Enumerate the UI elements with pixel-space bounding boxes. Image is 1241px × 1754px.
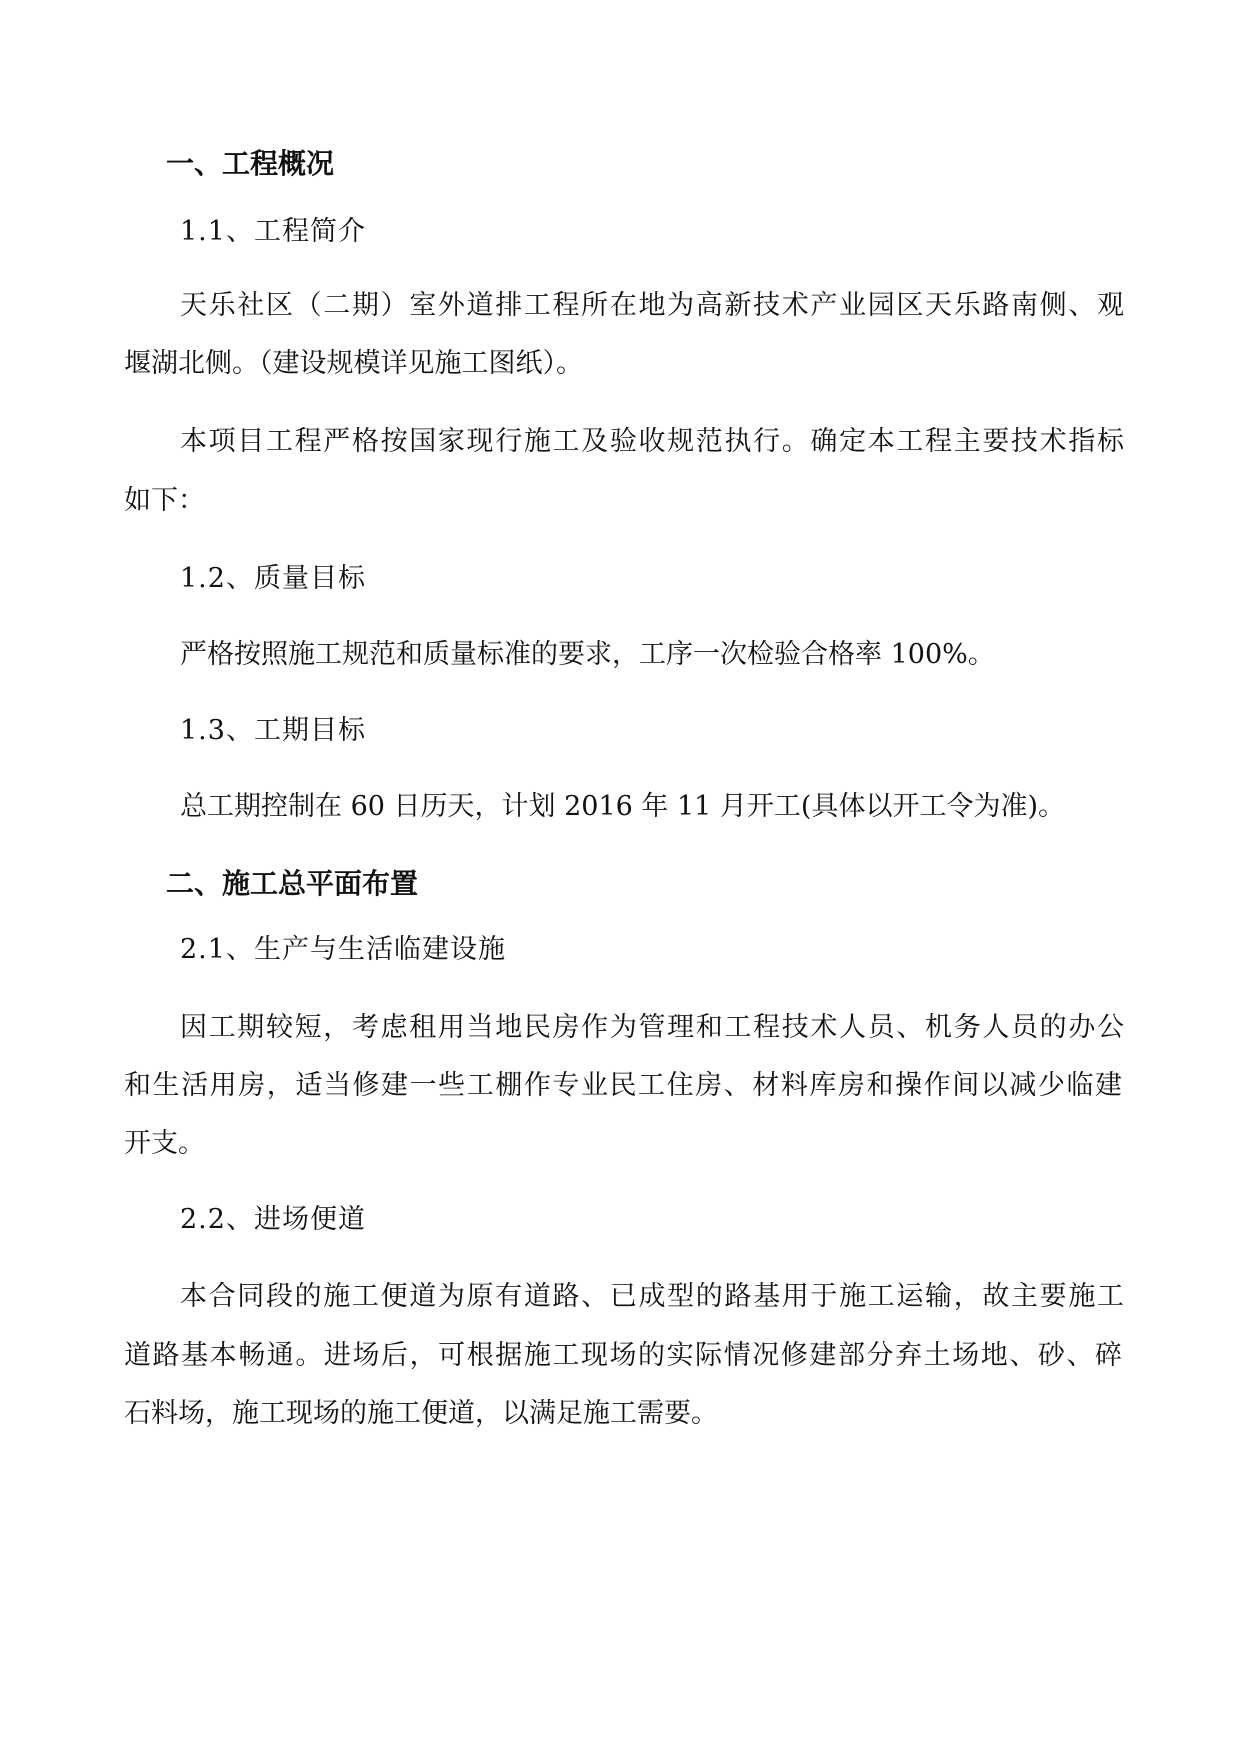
- paragraph-1-line-2: 堰湖北侧。（建设规模详见施工图纸）。: [124, 348, 583, 379]
- paragraph-1-line-1: 天乐社区（二期）室外道排工程所在地为高新技术产业园区天乐路南侧、观: [180, 290, 1124, 321]
- paragraph-6-line-1: 本合同段的施工便道为原有道路、已成型的路基用于施工运输，故主要施工: [180, 1281, 1124, 1312]
- paragraph-6-line-3: 石料场，施工现场的施工便道，以满足施工需要。: [124, 1398, 718, 1429]
- section-1-heading: 一、工程概况: [166, 147, 335, 180]
- paragraph-2-line-2: 如下：: [124, 485, 205, 516]
- subsection-2-1-heading: 2.1、生产与生活临建设施: [180, 934, 506, 965]
- subsection-1-2-heading: 1.2、质量目标: [180, 563, 366, 594]
- paragraph-5-line-3: 开支。: [124, 1128, 205, 1159]
- subsection-1-1-heading: 1.1、工程简介: [180, 216, 366, 247]
- section-2-heading: 二、施工总平面布置: [166, 867, 419, 900]
- paragraph-5-line-1: 因工期较短，考虑租用当地民房作为管理和工程技术人员、机务人员的办公: [180, 1012, 1124, 1043]
- paragraph-4-line-1: 总工期控制在 60 日历天，计划 2016 年 11 月开工(具体以开工令为准)。: [180, 791, 1065, 822]
- subsection-2-2-heading: 2.2、进场便道: [180, 1204, 366, 1235]
- subsection-1-3-heading: 1.3、工期目标: [180, 715, 366, 746]
- paragraph-2-line-1: 本项目工程严格按国家现行施工及验收规范执行。确定本工程主要技术指标: [180, 426, 1124, 457]
- paragraph-5-line-2: 和生活用房，适当修建一些工棚作专业民工住房、材料库房和操作间以减少临建: [124, 1070, 1122, 1101]
- paragraph-3-line-1: 严格按照施工规范和质量标准的要求，工序一次检验合格率 100%。: [180, 639, 995, 670]
- paragraph-6-line-2: 道路基本畅通。进场后，可根据施工现场的实际情况修建部分弃土场地、砂、碎: [124, 1340, 1122, 1371]
